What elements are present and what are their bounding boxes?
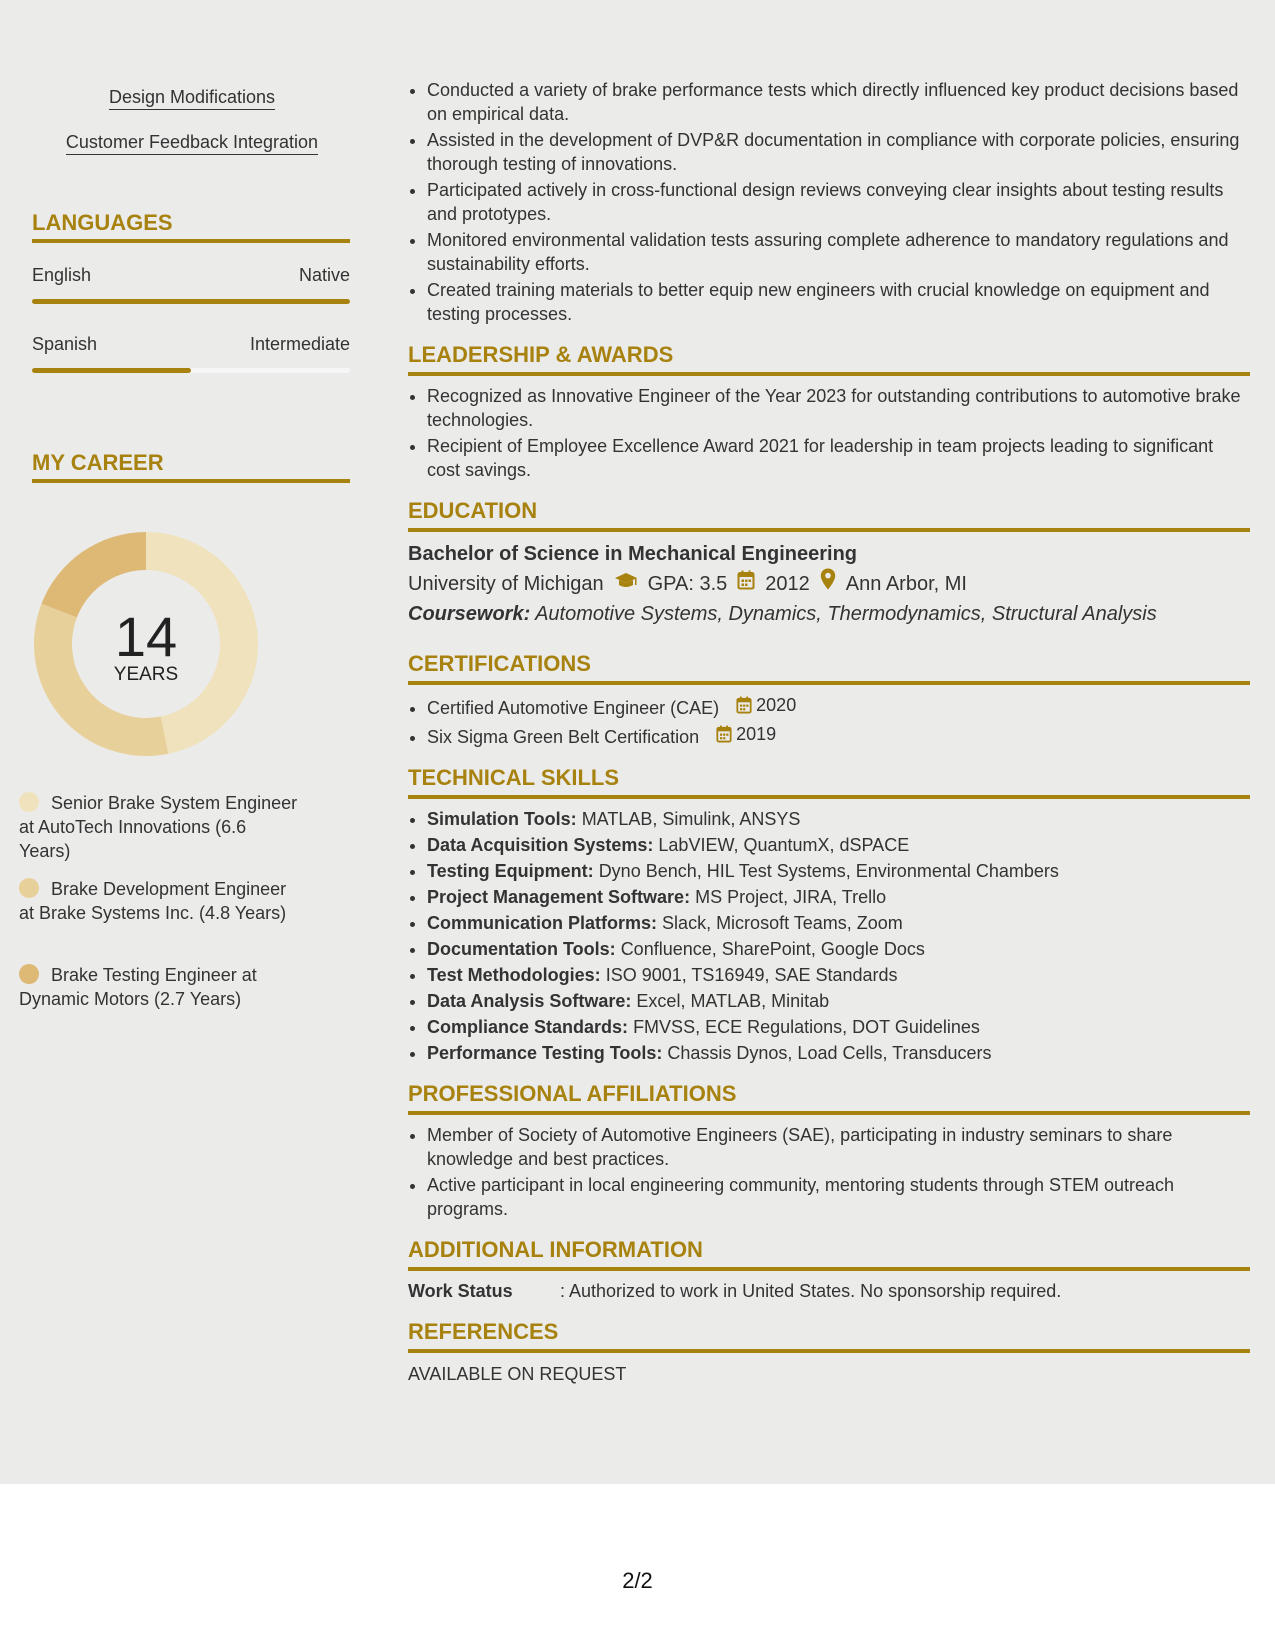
skill-category: Communication Platforms: bbox=[427, 913, 658, 933]
technical-skill-item bbox=[427, 911, 1250, 935]
skill-values: LabVIEW, QuantumX, dSPACE bbox=[658, 835, 910, 855]
coursework-label: Coursework: bbox=[408, 603, 531, 625]
career-heading: MY CAREER bbox=[32, 450, 350, 483]
skill-label: Design Modifications bbox=[109, 87, 275, 110]
career-legend-item bbox=[19, 791, 299, 863]
career-role-label: Senior Brake System Engineer at AutoTech Innovations (6.6 Years) bbox=[19, 793, 298, 861]
skill-values: Chassis Dynos, Load Cells, Transducers bbox=[667, 1043, 992, 1063]
language-name: English bbox=[32, 265, 92, 285]
skill-category: Compliance Standards: bbox=[427, 1017, 629, 1037]
work-status-label: Work Status bbox=[408, 1281, 513, 1301]
certification-date bbox=[736, 693, 796, 717]
skill-values: Excel, MATLAB, Minitab bbox=[636, 991, 830, 1011]
skill-values: Dyno Bench, HIL Test Systems, Environmental Chambers bbox=[598, 861, 1059, 881]
leadership-item: • Recipient of Employee Excellence Award 2021 for leadership in team projects leading to significant cost savings. bbox=[427, 434, 1250, 482]
work-status-value: : Authorized to work in United States. No sponsorship required. bbox=[560, 1281, 1062, 1301]
affiliation-item: • Active participant in local engineering community, mentoring students through STEM outreach programs. bbox=[427, 1173, 1250, 1221]
career-role-label: Brake Testing Engineer at Dynamic Motors (2.7 Years) bbox=[19, 965, 257, 1009]
skill-item bbox=[32, 132, 352, 153]
career-donut-chart bbox=[34, 532, 258, 756]
skill-item bbox=[32, 87, 352, 108]
location-pin-icon bbox=[820, 568, 836, 599]
affiliation-item: • Member of Society of Automotive Engineers (SAE), participating in industry seminars to share knowledge and best practices. bbox=[427, 1123, 1250, 1171]
certification-name: Six Sigma Green Belt Certification bbox=[427, 727, 700, 747]
certification-item bbox=[427, 693, 1250, 720]
skill-category: Data Analysis Software: bbox=[427, 991, 632, 1011]
language-name: Spanish bbox=[32, 334, 98, 354]
certifications-list bbox=[408, 693, 1250, 749]
calendar-icon bbox=[737, 569, 755, 599]
technical-skill-item bbox=[427, 989, 1250, 1013]
certification-date bbox=[716, 722, 776, 746]
references-value: AVAILABLE ON REQUEST bbox=[408, 1364, 627, 1384]
language-bar-fill bbox=[32, 368, 191, 373]
certification-year: 2019 bbox=[736, 724, 777, 744]
work-status-row bbox=[408, 1279, 1250, 1303]
legend-dot bbox=[19, 964, 39, 984]
skill-category: Testing Equipment: bbox=[427, 861, 594, 881]
certifications-heading: CERTIFICATIONS bbox=[408, 651, 1250, 685]
technical-skill-item bbox=[427, 807, 1250, 831]
skill-values: FMVSS, ECE Regulations, DOT Guidelines bbox=[633, 1017, 980, 1037]
experience-bullet: • Created training materials to better equip new engineers with crucial knowledge on equipment and testing processes. bbox=[427, 278, 1250, 326]
language-level: Intermediate bbox=[249, 334, 350, 354]
legend-dot bbox=[19, 878, 39, 898]
skill-values: MS Project, JIRA, Trello bbox=[695, 887, 887, 907]
technical-skill-item bbox=[427, 885, 1250, 909]
education-coursework bbox=[408, 599, 1250, 629]
education-gpa: GPA: 3.5 bbox=[647, 572, 728, 595]
education-school: University of Michigan bbox=[408, 572, 604, 595]
leadership-item: • Recognized as Innovative Engineer of the Year 2023 for outstanding contributions to automotive brake technologies. bbox=[427, 384, 1250, 432]
experience-bullet: • Participated actively in cross-functional design reviews conveying clear insights about testing results and prototypes. bbox=[427, 178, 1250, 226]
career-role-label: Brake Development Engineer at Brake Systems Inc. (4.8 Years) bbox=[19, 879, 287, 923]
affiliations-heading: PROFESSIONAL AFFILIATIONS bbox=[408, 1081, 1250, 1115]
language-row bbox=[32, 265, 350, 286]
languages-heading: LANGUAGES bbox=[32, 210, 350, 243]
calendar-icon bbox=[716, 725, 732, 743]
skill-category: Data Acquisition Systems: bbox=[427, 835, 654, 855]
leadership-heading: LEADERSHIP & AWARDS bbox=[408, 342, 1250, 376]
experience-bullet: • Conducted a variety of brake performance tests which directly influenced key product decisions based on empirical data. bbox=[427, 78, 1250, 126]
career-total-years: 14 bbox=[114, 605, 178, 668]
skill-values: ISO 9001, TS16949, SAE Standards bbox=[605, 965, 898, 985]
additional-info-heading: ADDITIONAL INFORMATION bbox=[408, 1237, 1250, 1271]
technical-skill-item bbox=[427, 1041, 1250, 1065]
language-bar bbox=[32, 368, 350, 373]
experience-bullet: • Monitored environmental validation tests assuring complete adherence to mandatory regulations and sustainability efforts. bbox=[427, 228, 1250, 276]
skill-values: MATLAB, Simulink, ANSYS bbox=[581, 809, 801, 829]
skill-category: Test Methodologies: bbox=[427, 965, 601, 985]
career-legend-item bbox=[19, 877, 299, 925]
technical-skills-heading: TECHNICAL SKILLS bbox=[408, 765, 1250, 799]
skill-values: Confluence, SharePoint, Google Docs bbox=[620, 939, 925, 959]
certification-year: 2020 bbox=[756, 695, 797, 715]
skill-label: Customer Feedback Integration bbox=[66, 132, 318, 155]
coursework-value: Automotive Systems, Dynamics, Thermodynamics, Structural Analysis bbox=[535, 603, 1157, 625]
language-bar bbox=[32, 299, 350, 304]
education-degree: Bachelor of Science in Mechanical Engineering bbox=[408, 543, 858, 565]
legend-dot bbox=[19, 792, 39, 812]
technical-skill-item bbox=[427, 833, 1250, 857]
education-details bbox=[408, 568, 1250, 599]
language-row bbox=[32, 334, 350, 355]
technical-skill-item bbox=[427, 1015, 1250, 1039]
certification-item bbox=[427, 722, 1250, 749]
technical-skills-list bbox=[408, 807, 1250, 1065]
skill-category: Project Management Software: bbox=[427, 887, 691, 907]
skill-values: Slack, Microsoft Teams, Zoom bbox=[662, 913, 903, 933]
leadership-list bbox=[408, 384, 1250, 482]
page-number: 2/2 bbox=[622, 1568, 653, 1593]
experience-bullet-list bbox=[408, 78, 1250, 326]
education-year: 2012 bbox=[765, 572, 810, 595]
education-heading: EDUCATION bbox=[408, 498, 1250, 532]
certification-name: Certified Automotive Engineer (CAE) bbox=[427, 698, 720, 718]
career-years-unit: YEARS bbox=[113, 664, 179, 685]
technical-skill-item bbox=[427, 859, 1250, 883]
references-heading: REFERENCES bbox=[408, 1319, 1250, 1353]
right-column bbox=[408, 78, 1250, 1387]
skill-category: Documentation Tools: bbox=[427, 939, 616, 959]
language-bar-fill bbox=[32, 299, 350, 304]
career-legend-item bbox=[19, 963, 299, 1011]
experience-bullet: • Assisted in the development of DVP&R documentation in compliance with corporate policies, ensuring thorough testing of innovations. bbox=[427, 128, 1250, 176]
education-location: Ann Arbor, MI bbox=[845, 572, 967, 595]
technical-skill-item bbox=[427, 963, 1250, 987]
technical-skill-item bbox=[427, 937, 1250, 961]
skill-category: Performance Testing Tools: bbox=[427, 1043, 663, 1063]
affiliations-list bbox=[408, 1123, 1250, 1221]
calendar-icon bbox=[736, 696, 752, 714]
skill-category: Simulation Tools: bbox=[427, 809, 577, 829]
graduation-cap-icon bbox=[614, 569, 638, 599]
language-level: Native bbox=[298, 265, 350, 285]
